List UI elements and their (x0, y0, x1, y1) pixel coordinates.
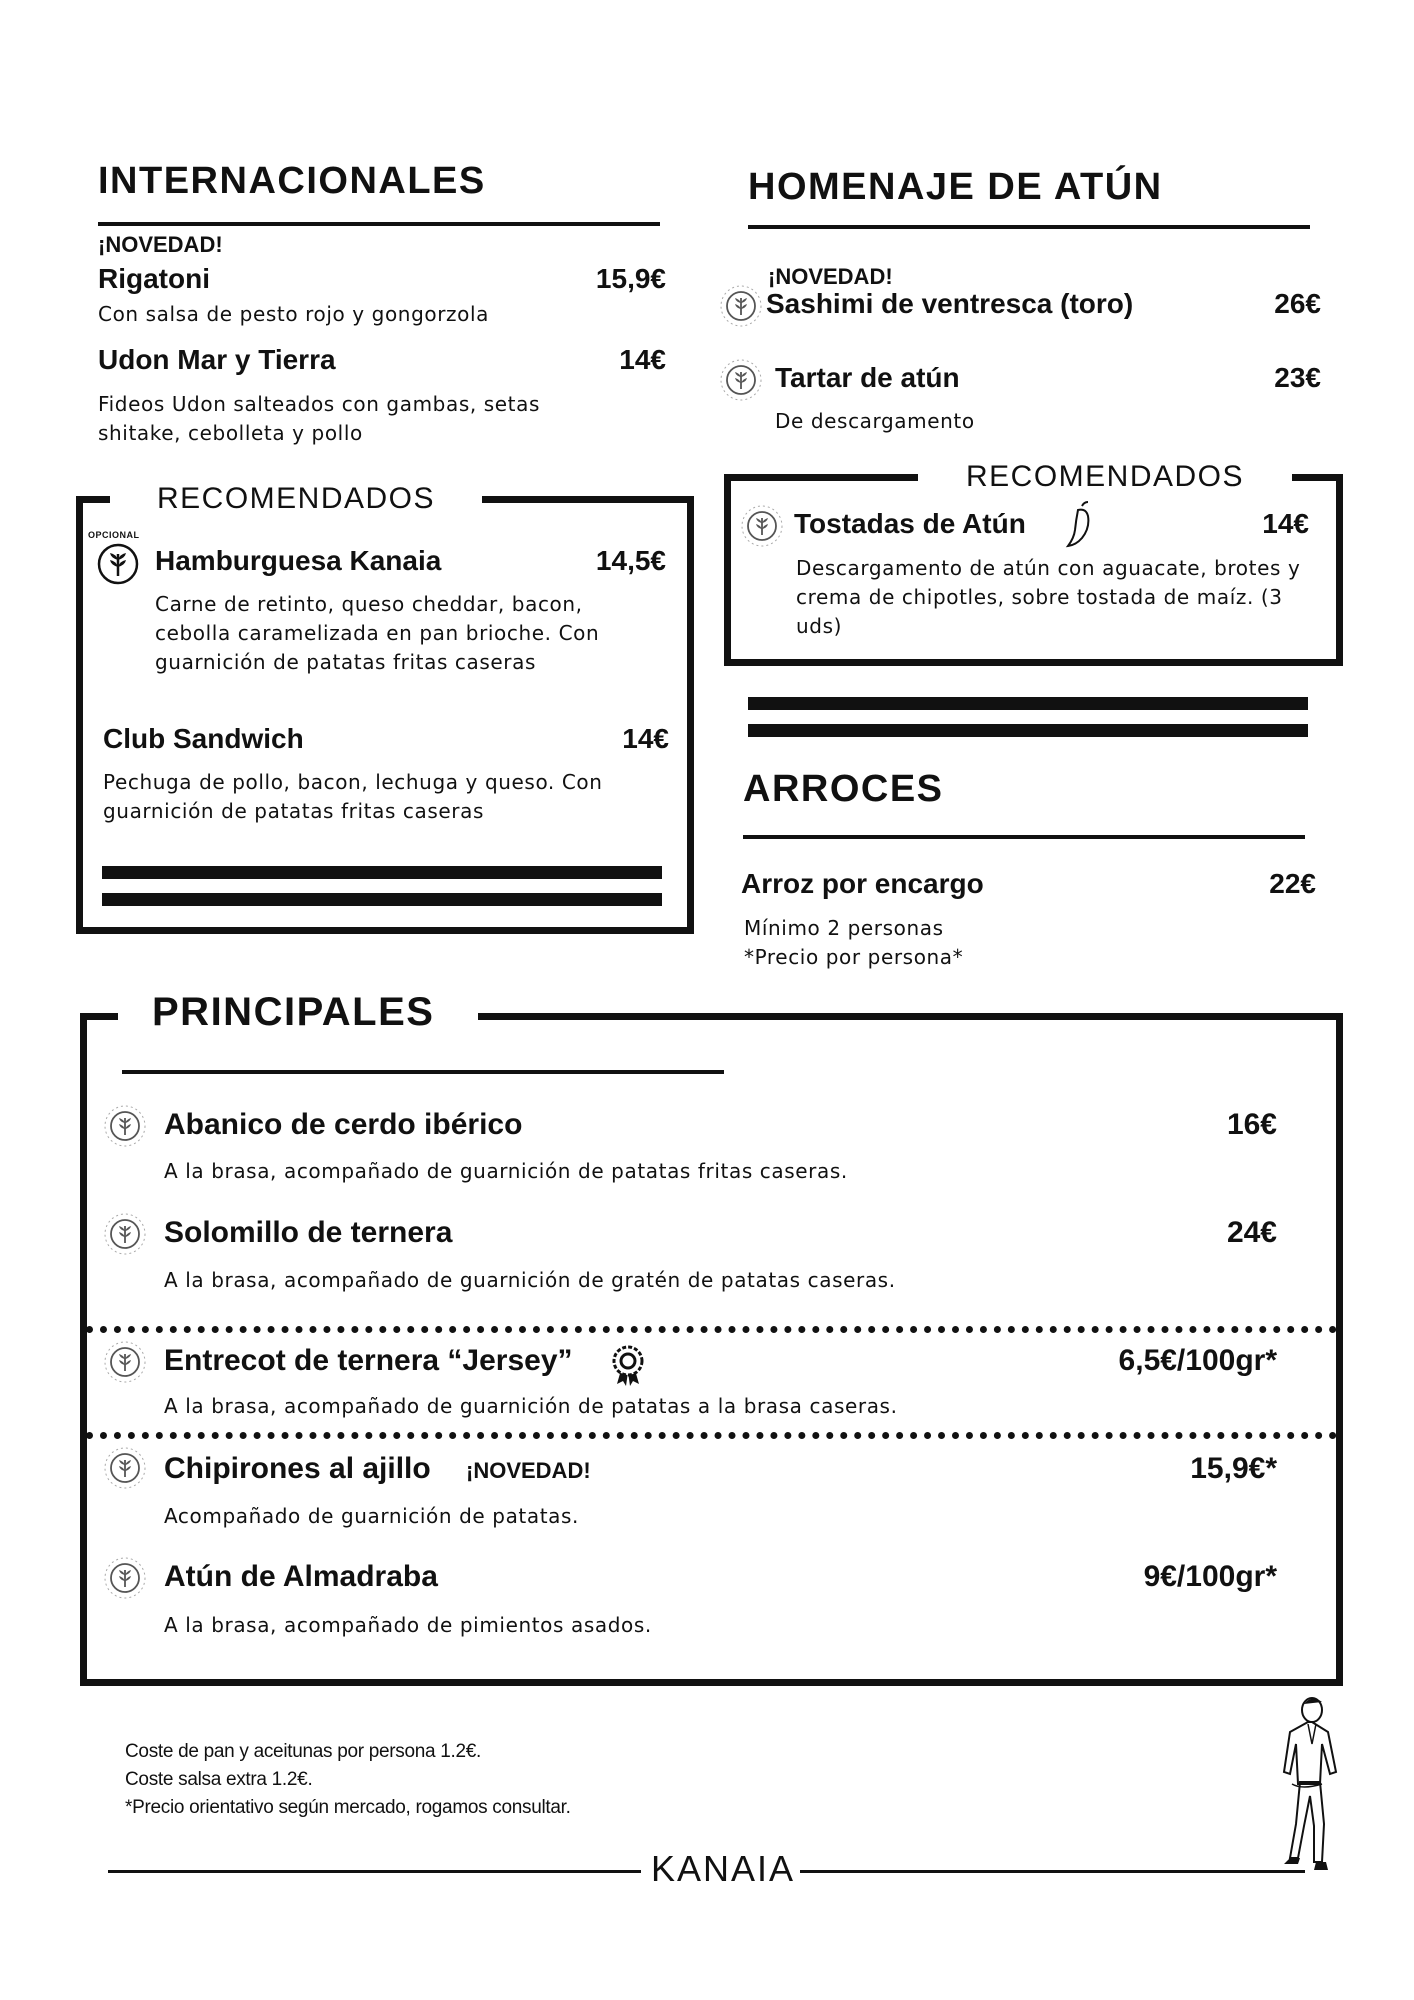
item-name-sashimi: Sashimi de ventresca (toro) (766, 288, 1134, 319)
recomendados-title: RECOMENDADOS (918, 460, 1292, 500)
item-description: Pechuga de pollo, bacon, lechuga y queso. Con guarnición de patatas fritas caseras (103, 770, 603, 823)
item-description: *Precio por persona* (744, 945, 964, 969)
item-price: 14€ (1262, 508, 1309, 539)
wheat-icon (740, 504, 784, 548)
brand-name: KANAIA (651, 1848, 796, 1889)
wheat-icon (103, 1556, 147, 1600)
item-price: 15,9€ (595, 263, 666, 294)
novedad-badge: ¡NOVEDAD! (768, 264, 893, 289)
footnote-sauce: Coste salsa extra 1.2€. (125, 1769, 313, 1790)
item-name-tartar: Tartar de atún (775, 362, 960, 393)
item-name-arroz: Arroz por encargo (741, 868, 984, 899)
item-description: A la brasa, acompañado de guarnición de gratén de patatas caseras. (164, 1268, 896, 1292)
divider (748, 724, 1308, 737)
item-price: 15,9€* (1190, 1452, 1277, 1485)
item-description: Descargamento de atún con aguacate, brotes y crema de chipotles, sobre tostada de maíz. (3 uds) (796, 556, 1301, 638)
wheat-icon (103, 1340, 147, 1384)
item-name-tostadas: Tostadas de Atún (794, 508, 1026, 539)
item-description: A la brasa, acompañado de pimientos asados. (164, 1613, 652, 1637)
item-description: De descargamento (775, 409, 975, 433)
footnote-price: *Precio orientativo según mercado, rogamos consultar. (125, 1797, 571, 1818)
divider (108, 1870, 641, 1873)
item-description: Fideos Udon salteados con gambas, setas shitake, cebolleta y pollo (98, 392, 540, 445)
divider (743, 835, 1305, 839)
item-description: Mínimo 2 personas (744, 916, 944, 940)
dotted-divider (86, 1432, 1337, 1439)
item-price: 24€ (1226, 1216, 1277, 1249)
item-price: 14€ (622, 723, 669, 754)
item-description: A la brasa, acompañado de guarnición de patatas fritas caseras. (164, 1159, 848, 1183)
item-name-chipirones: Chipirones al ajillo (164, 1452, 431, 1485)
item-name-solomillo: Solomillo de ternera (164, 1216, 453, 1249)
item-description: Carne de retinto, queso cheddar, bacon, cebolla caramelizada en pan brioche. Con guarnición de patatas fritas caseras (155, 592, 600, 674)
item-price: 22€ (1269, 868, 1316, 899)
divider (800, 1870, 1305, 1873)
novedad-badge: ¡NOVEDAD! (466, 1458, 591, 1483)
item-name-udon: Udon Mar y Tierra (98, 344, 336, 375)
novedad-badge: ¡NOVEDAD! (98, 232, 223, 257)
recomendados-title: RECOMENDADOS (110, 482, 482, 522)
wheat-icon (719, 358, 763, 402)
item-price: 26€ (1274, 288, 1321, 319)
divider (748, 697, 1308, 710)
item-price: 9€/100gr* (1143, 1560, 1277, 1593)
optional-label: OPCIONAL (88, 530, 140, 540)
internacionales-title: INTERNACIONALES (98, 160, 486, 202)
principales-title: PRINCIPALES (118, 990, 478, 1038)
item-price: 23€ (1274, 362, 1321, 393)
wheat-icon (103, 1104, 147, 1148)
item-name-rigatoni: Rigatoni (98, 263, 210, 294)
award-ribbon-icon (611, 1344, 645, 1386)
wheat-icon (719, 284, 763, 328)
item-price: 6,5€/100gr* (1118, 1344, 1277, 1377)
divider (102, 866, 662, 879)
footnote-bread: Coste de pan y aceitunas por persona 1.2€. (125, 1741, 482, 1762)
dotted-divider (86, 1326, 1337, 1333)
item-name-hamburguesa: Hamburguesa Kanaia (155, 545, 442, 576)
item-price: 14€ (619, 344, 666, 375)
divider (122, 1070, 724, 1074)
item-name-entrecot: Entrecot de ternera “Jersey” (164, 1344, 573, 1377)
item-price: 14,5€ (595, 545, 666, 576)
walking-man-illustration (1268, 1694, 1348, 1876)
chili-icon (1062, 500, 1096, 548)
item-name-atun-almadraba: Atún de Almadraba (164, 1560, 438, 1593)
item-price: 16€ (1226, 1108, 1277, 1141)
item-description: Acompañado de guarnición de patatas. (164, 1504, 580, 1528)
divider (748, 225, 1310, 229)
homenaje-title: HOMENAJE DE ATÚN (748, 166, 1163, 208)
item-name-abanico: Abanico de cerdo ibérico (164, 1108, 523, 1141)
divider (102, 893, 662, 906)
item-name-club-sandwich: Club Sandwich (103, 723, 304, 754)
wheat-icon (103, 1446, 147, 1490)
wheat-icon (103, 1212, 147, 1256)
item-description: Con salsa de pesto rojo y gongorzola (98, 302, 489, 326)
divider (98, 222, 660, 226)
item-description: A la brasa, acompañado de guarnición de patatas a la brasa caseras. (164, 1394, 898, 1418)
arroces-title: ARROCES (743, 768, 944, 810)
